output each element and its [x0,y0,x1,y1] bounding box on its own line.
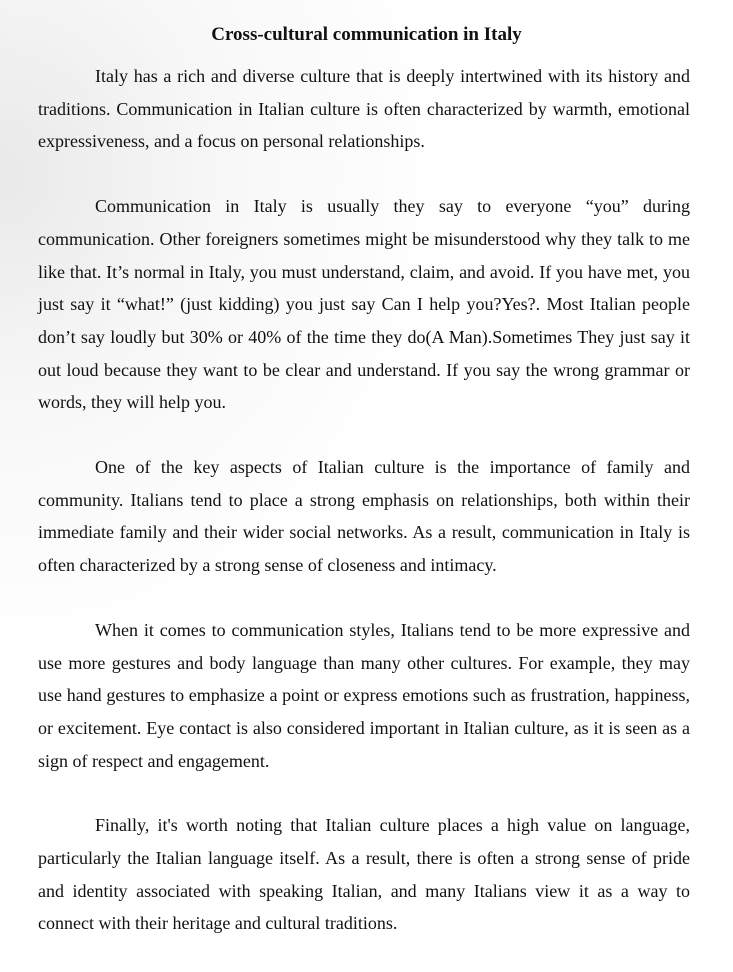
paragraph-styles: When it comes to communication styles, Italians tend to be more expressive and use more gestures and body language than many other cultures. For example, they may use hand gestures to emphasize a point or express emotions such as frustration, happiness, or excitement. Eye contact is also considered important in Italian culture, as it is seen as a sign of respect and engagement. [38,619,690,771]
paragraph-family: One of the key aspects of Italian culture is the importance of family and community. Italians tend to place a strong emphasis on relationships, both within their immediate family and their wider social networks. As a result, communication in Italy is often characterized by a strong sense of closeness and intimacy. [38,457,690,576]
paragraph-intro: Italy has a rich and diverse culture that is deeply intertwined with its history and traditions. Communication in Italian culture is often characterized by warmth, emotional expressiveness, and a focus on personal relationships. [38,66,690,152]
paragraph-language: Finally, it's worth noting that Italian culture places a high value on language, particularly the Italian language itself. As a result, there is often a strong sense of pride and identity associated with speaking Italian, and many Italians view it as a way to connect with their heritage and cultural traditions. [38,815,690,934]
document-body [38,60,690,972]
document-title: Cross-cultural communication in Italy [211,24,522,45]
paragraph-addressing: Communication in Italy is usually they say to everyone “you” during communication. Other foreigners sometimes might be misunderstood why they talk to me like that. It’s normal in Italy, you must understand, claim, and avoid. If you have met, you just say it “what!” (just kidding) you just say Can I help you?Yes?. Most Italian people don’t say loudly but 30% or 40% of the time they do(A Man).Sometimes They just say it out loud because they want to be clear and understand. If you say the wrong grammar or words, they will help you. [38,196,690,413]
